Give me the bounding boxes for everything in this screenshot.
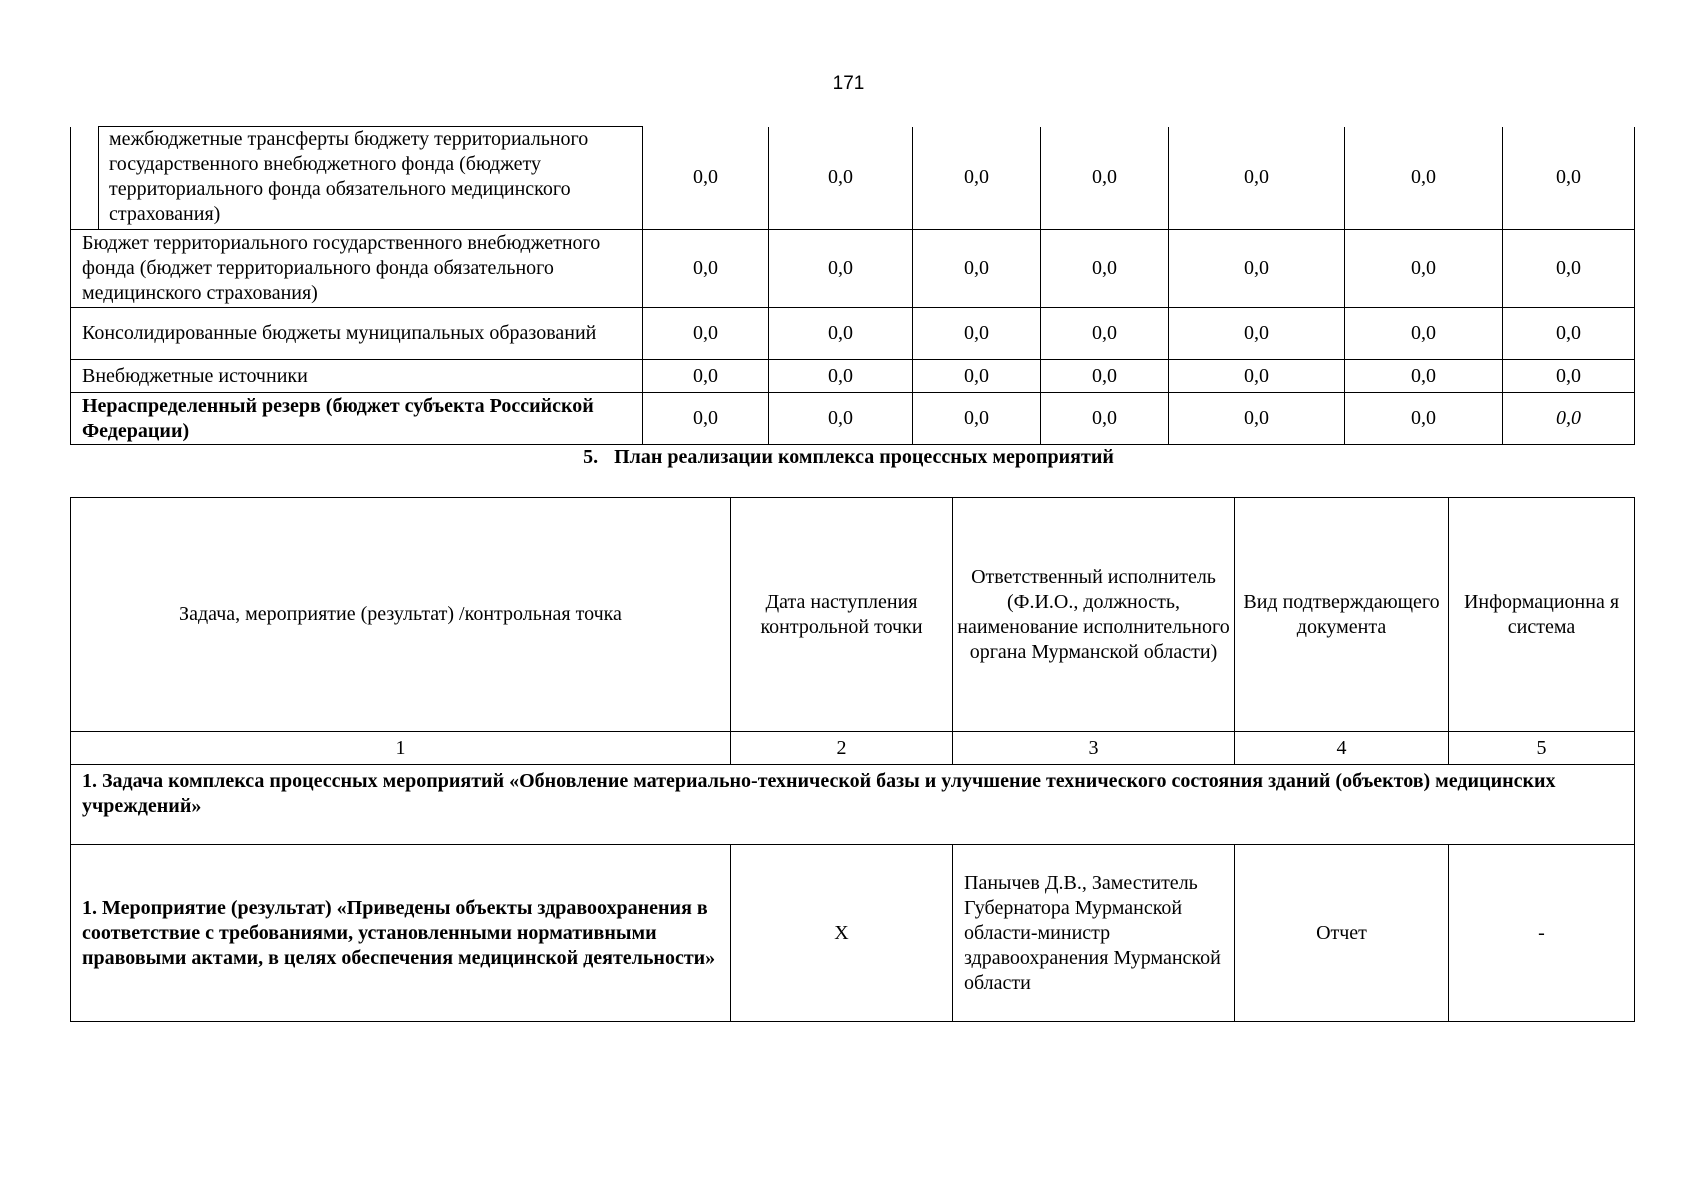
value-cell: 0,0: [643, 230, 769, 308]
value-cell: 0,0: [1503, 127, 1635, 230]
row-label: Бюджет территориального государственного внебюджетного фонда (бюджет территориального фонда обязательного медицинского страхования): [71, 230, 643, 308]
value-cell: 0,0: [913, 393, 1041, 445]
value-cell: 0,0: [1041, 308, 1169, 360]
column-number: 3: [953, 732, 1235, 765]
event-system: -: [1449, 845, 1635, 1022]
value-cell: 0,0: [1503, 230, 1635, 308]
header-row: [71, 498, 1635, 732]
event-row: [71, 845, 1635, 1022]
plan-table: [70, 497, 1635, 1022]
value-cell: 0,0: [1345, 308, 1503, 360]
event-date: X: [731, 845, 953, 1022]
value-cell: 0,0: [643, 393, 769, 445]
value-cell: 0,0: [643, 360, 769, 393]
budget-row: [71, 360, 1635, 393]
value-cell: 0,0: [1345, 230, 1503, 308]
value-cell: 0,0: [769, 360, 913, 393]
budget-row: [71, 393, 1635, 445]
column-header: Вид подтверждающего документа: [1235, 498, 1449, 732]
value-cell: 0,0: [1169, 230, 1345, 308]
value-cell: 0,0: [913, 127, 1041, 230]
value-cell: 0,0: [1169, 127, 1345, 230]
budget-row: [71, 230, 1635, 308]
value-cell: 0,0: [643, 127, 769, 230]
section-title: [0, 446, 1697, 469]
value-cell: 0,0: [1345, 127, 1503, 230]
column-number-row: [71, 732, 1635, 765]
indent-spacer: [71, 127, 99, 230]
budget-row: [71, 308, 1635, 360]
value-cell: 0,0: [1169, 308, 1345, 360]
task-row: [71, 765, 1635, 845]
value-cell: 0,0: [913, 308, 1041, 360]
value-cell: 0,0: [769, 127, 913, 230]
event-name: 1. Мероприятие (результат) «Приведены объекты здравоохранения в соответствие с требованиями, установленными нормативными правовыми актами, в целях обеспечения медицинской деятельности»: [71, 845, 731, 1022]
value-cell: 0,0: [643, 308, 769, 360]
budget-table: [70, 126, 1635, 445]
budget-row: [71, 127, 1635, 230]
value-cell: 0,0: [769, 230, 913, 308]
value-cell: 0,0: [1503, 308, 1635, 360]
column-header: Дата наступления контрольной точки: [731, 498, 953, 732]
value-cell: 0,0: [1041, 393, 1169, 445]
row-label: Внебюджетные источники: [71, 360, 643, 393]
value-cell: 0,0: [1169, 360, 1345, 393]
row-label: Консолидированные бюджеты муниципальных образований: [71, 308, 643, 360]
column-header: Ответственный исполнитель (Ф.И.О., должность, наименование исполнительного органа Мурманской области): [953, 498, 1235, 732]
column-header: Информационна я система: [1449, 498, 1635, 732]
column-number: 4: [1235, 732, 1449, 765]
value-cell: 0,0: [1041, 360, 1169, 393]
row-label: Нераспределенный резерв (бюджет субъекта Российской Федерации): [71, 393, 643, 445]
value-cell: 0,0: [1041, 127, 1169, 230]
row-label: межбюджетные трансферты бюджету территориального государственного внебюджетного фонда (бюджету территориального фонда обязательного медицинского страхования): [99, 127, 643, 230]
value-cell: 0,0: [913, 230, 1041, 308]
value-cell: 0,0: [769, 308, 913, 360]
column-number: 2: [731, 732, 953, 765]
value-cell: 0,0: [1041, 230, 1169, 308]
task-text: 1. Задача комплекса процессных мероприятий «Обновление материально-технической базы и улучшение технического состояния зданий (объектов) медицинских учреждений»: [71, 765, 1635, 845]
value-cell: 0,0: [1503, 360, 1635, 393]
page-number: 171: [832, 73, 865, 94]
value-cell: 0,0: [1503, 393, 1635, 445]
value-cell: 0,0: [1345, 393, 1503, 445]
value-cell: 0,0: [1169, 393, 1345, 445]
value-cell: 0,0: [913, 360, 1041, 393]
column-number: 5: [1449, 732, 1635, 765]
section-number: 5.: [583, 446, 599, 468]
column-number: 1: [71, 732, 731, 765]
column-header: Задача, мероприятие (результат) /контрольная точка: [71, 498, 731, 732]
value-cell: 0,0: [1345, 360, 1503, 393]
section-title-text: План реализации комплекса процессных мероприятий: [614, 446, 1114, 468]
event-executor: Панычев Д.В., Заместитель Губернатора Мурманской области-министр здравоохранения Мурманской области: [953, 845, 1235, 1022]
event-document: Отчет: [1235, 845, 1449, 1022]
value-cell: 0,0: [769, 393, 913, 445]
